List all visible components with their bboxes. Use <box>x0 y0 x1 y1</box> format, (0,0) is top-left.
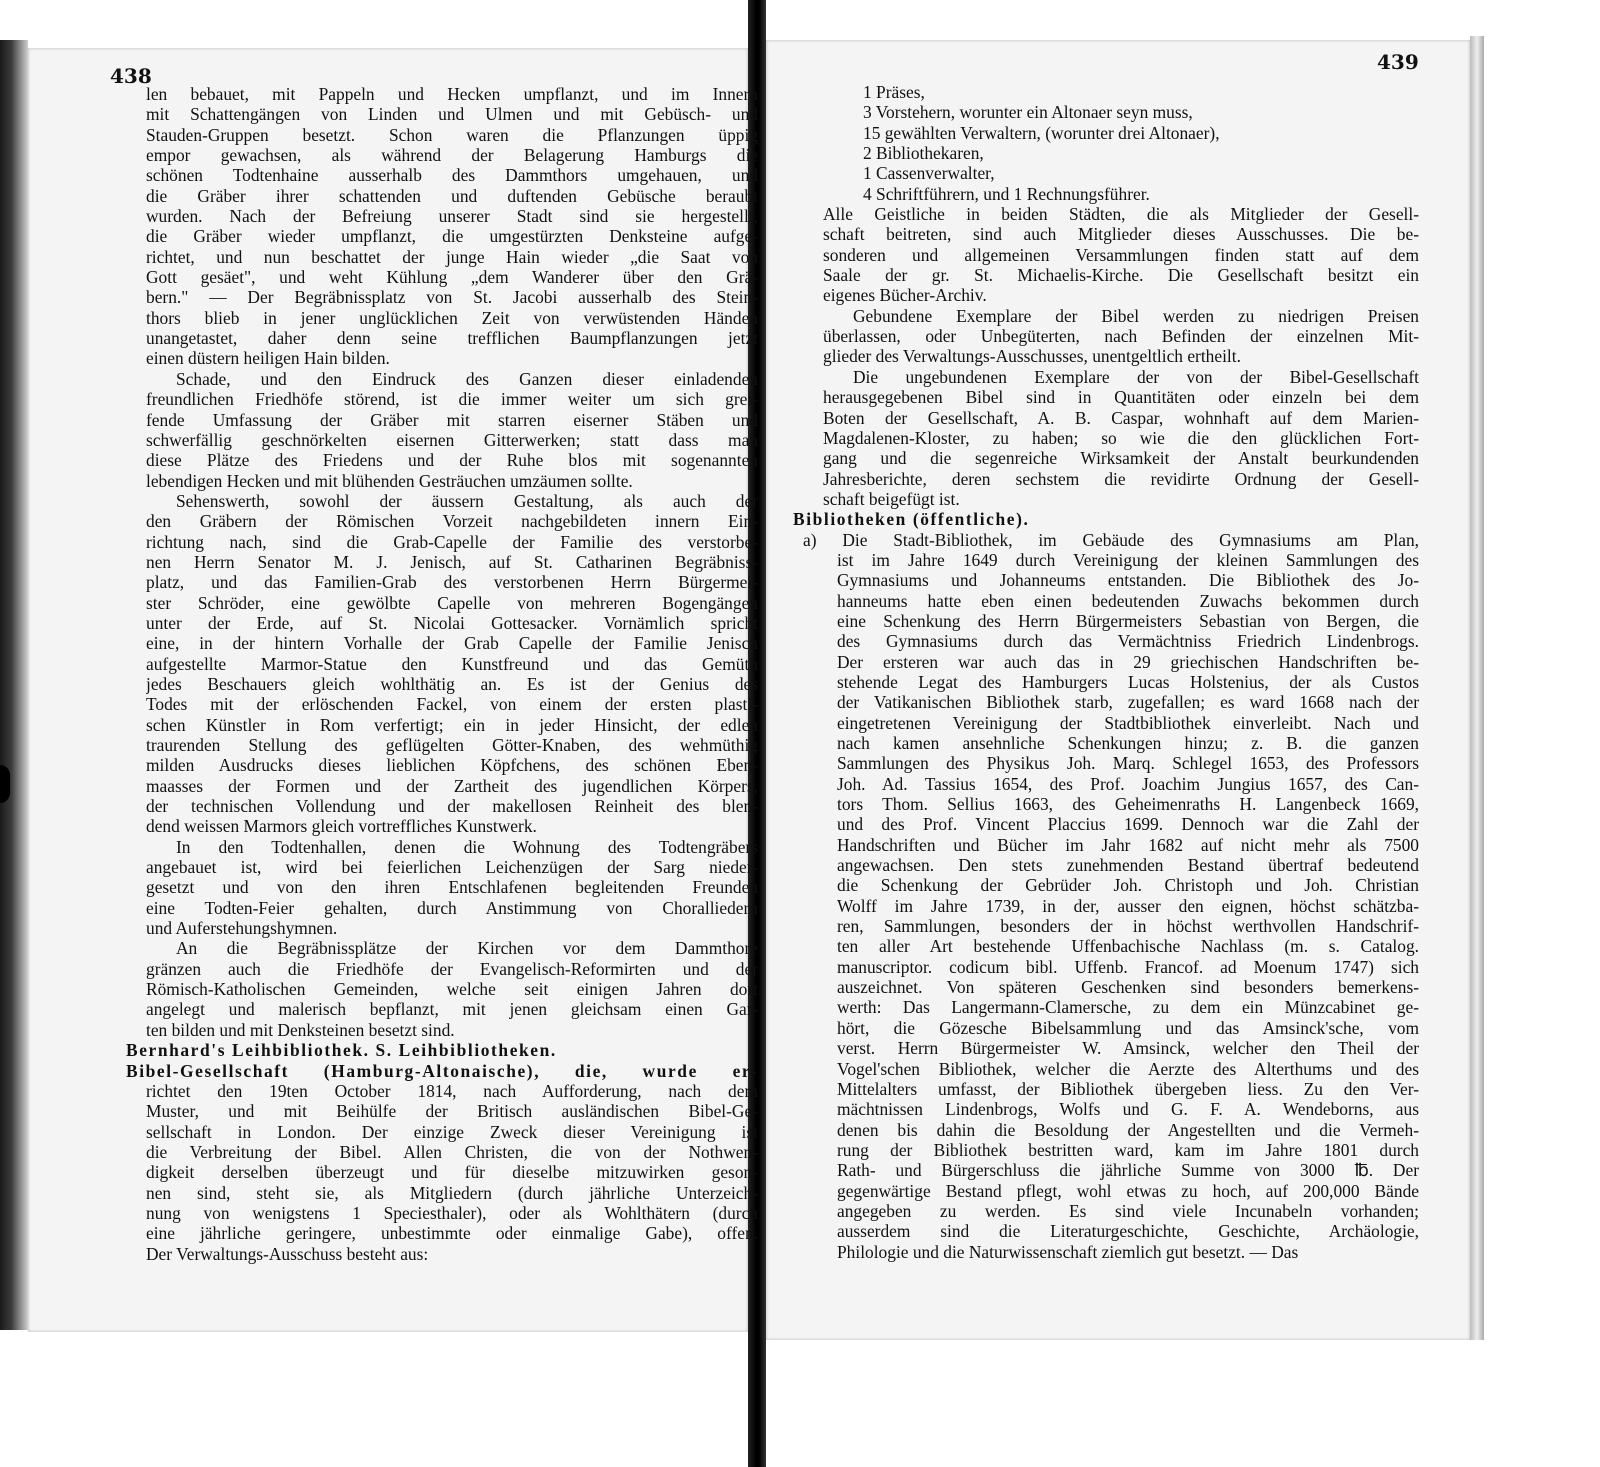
text-line: fende Umfassung der Gräber mit starren eiserner Stäben und <box>146 409 758 430</box>
left-page-number: 438 <box>110 64 152 88</box>
text-line: Römisch-Katholischen Gemeinden, welche seit einigen Jahren dort <box>146 979 758 1000</box>
text-line: des Gymnasiums durch das Vermächtniss Friedrich Lindenbrogs. <box>837 631 1419 652</box>
text-line: Die ungebundenen Exemplare der von der Bibel-Gesellschaft <box>853 366 1419 387</box>
text-line: wurden. Nach der Befreiung unserer Stadt sind sie hergestellt, <box>146 206 758 227</box>
text-line: Muster, und mit Beihülfe der Britisch ausländischen Bibel-Ge- <box>146 1101 758 1122</box>
text-line: Der Verwaltungs-Ausschuss besteht aus: <box>146 1243 429 1264</box>
text-line: Bernhard's Leihbibliothek. S. Leihbibliotheken. <box>126 1040 557 1061</box>
text-line: Todes mit der erlöschenden Fackel, von einem der ersten plasti- <box>146 694 758 715</box>
text-line: der Vatikanischen Bibliothek starb, zugefallen; es ward 1668 nach der <box>837 692 1419 713</box>
text-line: thors blieb in jener unglücklichen Zeit von verwüstenden Händen <box>146 307 758 328</box>
left-edge-mark <box>0 765 10 803</box>
text-line: gang und die segenreiche Wirksamkeit der Anstalt beurkundenden <box>823 448 1419 469</box>
text-line: Bibliotheken (öffentliche). <box>793 509 1030 530</box>
text-line: lebendigen Hecken und mit blühenden Gesträuchen umzäumen sollte. <box>146 470 633 491</box>
text-line: und Auferstehungshymnen. <box>146 918 338 939</box>
text-line: Stauden-Gruppen besetzt. Schon waren die Pflanzungen üppig <box>146 124 758 145</box>
text-line: a) Die Stadt-Bibliothek, im Gebäude des Gymnasiums am Plan, <box>803 529 1419 550</box>
right-page-text <box>793 82 1419 1262</box>
text-line: angegeben zu werden. Es sind viele Incunabeln vorhanden; <box>837 1200 1419 1221</box>
text-line: verst. Herrn Bürgermeister W. Amsinck, welcher den Theil der <box>837 1038 1419 1059</box>
text-line: glieder des Verwaltungs-Ausschusses, unentgeltlich ertheilt. <box>823 346 1241 367</box>
text-line: den Gräbern der Römischen Vorzeit nachgebildeten innern Ein- <box>146 511 758 532</box>
text-line: empor gewachsen, als während der Belagerung Hamburgs die <box>146 145 758 166</box>
text-line: An die Begräbnissplätze der Kirchen vor dem Dammthore <box>176 938 758 959</box>
text-line: mit Schattengängen von Linden und Ulmen und mit Gebüsch- und <box>146 104 758 125</box>
text-line: Der ersteren war auch das in 29 griechischen Handschriften be- <box>837 651 1419 672</box>
text-line: angewachsen. Den stets zunehmenden Bestand übertraf bedeutend <box>837 855 1419 876</box>
text-line: denen bis dahin die Besoldung der Angestellten und die Vermeh- <box>837 1119 1419 1140</box>
text-line: schen Künstler in Rom verfertigt; ein in jeder Hinsicht, der edlen <box>146 714 758 735</box>
text-line: herausgegebenen Bibel sind in Quantitäten oder einzeln bei dem <box>823 387 1419 408</box>
text-line: der technischen Vollendung und der makellosen Reinheit des blen- <box>146 796 758 817</box>
text-line: unter der Erde, auf St. Nicolai Gottesacker. Vornämlich spricht <box>146 612 758 633</box>
text-line: Philologie und die Naturwissenschaft ziemlich gut besetzt. — Das <box>837 1241 1299 1262</box>
text-line: die Gräber wieder umpflanzt, die umgestürzten Denksteine aufge- <box>146 226 758 247</box>
text-line: maasses der Formen und der Zartheit des jugendlichen Körpers, <box>146 775 758 796</box>
text-line: Gebundene Exemplare der Bibel werden zu niedrigen Preisen <box>853 305 1419 326</box>
text-line: Boten der Gesellschaft, A. B. Caspar, wohnhaft auf dem Marien- <box>823 407 1419 428</box>
text-line: eigenes Bücher-Archiv. <box>823 285 987 306</box>
text-line: nen sind, steht sie, als Mitgliedern (durch jährliche Unterzeich- <box>146 1182 758 1203</box>
left-book-edge <box>0 40 28 1330</box>
text-line: Rath- und Bürgerschluss die jährliche Summe von 3000 ℔. Der <box>837 1160 1419 1181</box>
text-line: mächtnissen Lindenbrogs, Wolfs und G. F. A. Wendeborns, aus <box>837 1099 1419 1120</box>
text-line: platz, und das Familien-Grab des verstorbenen Herrn Bürgermei- <box>146 572 758 593</box>
text-line: freundlichen Friedhöfe störend, ist die immer weiter um sich grei- <box>146 389 758 410</box>
text-line: ster Schröder, eine gewölbte Capelle von mehreren Bogengängen <box>146 592 758 613</box>
text-line: Schade, und den Eindruck des Ganzen dieser einladenden <box>176 368 758 389</box>
text-line: 1 Cassenverwalter, <box>863 163 995 184</box>
text-line: milden Ausdrucks dieses lieblichen Köpfchens, des schönen Eben- <box>146 755 758 776</box>
text-line: schaft beitreten, sind auch Mitglieder dieses Ausschusses. Die be- <box>823 224 1419 245</box>
text-line: 2 Bibliothekaren, <box>863 143 984 164</box>
text-line: bern." — Der Begräbnissplatz von St. Jacobi ausserhalb des Stein- <box>146 287 758 308</box>
text-line: Handschriften und Bücher im Jahr 1682 auf nicht mehr als 7500 <box>837 834 1419 855</box>
text-line: Magdalenen-Kloster, zu haben; so wie die den glücklichen Fort- <box>823 427 1419 448</box>
text-line: sonderen und allgemeinen Versammlungen finden statt auf dem <box>823 244 1419 265</box>
text-line: die Verbreitung der Bibel. Allen Christen, die von der Nothwen- <box>146 1141 758 1162</box>
text-line: 4 Schriftführern, und 1 Rechnungsführer. <box>863 183 1150 204</box>
text-line: Wolff im Jahre 1739, in der, ausser den eignen, höchst schätzba- <box>837 895 1419 916</box>
text-line: eine Todten-Feier gehalten, durch Anstimmung von Choralliedern <box>146 897 758 918</box>
text-line: nung von wenigstens 1 Speciesthaler), oder als Wohlthätern (durch <box>146 1202 758 1223</box>
text-line: eine jährliche geringere, unbestimmte oder einmalige Gabe), offen. <box>146 1223 758 1244</box>
text-line: gesetzt und von den ihren Entschlafenen begleitenden Freunden <box>146 877 758 898</box>
text-line: ren, Sammlungen, besonders der in höchst werthvollen Handschrif- <box>837 916 1419 937</box>
text-line: Alle Geistliche in beiden Städten, die als Mitglieder der Gesell- <box>823 204 1419 225</box>
text-line: die Gräber ihrer schattenden und duftenden Gebüsche beraubt <box>146 185 758 206</box>
text-line: richtet, und nun beschattet der junge Hain wieder „die Saat von <box>146 246 758 267</box>
text-line: Mittelalters umfasst, der Bibliothek übergeben liess. Zu den Ver- <box>837 1078 1419 1099</box>
text-line: Sammlungen des Physikus Joh. Marq. Schlegel 1653, des Professors <box>837 753 1419 774</box>
text-line: eine Schenkung des Herrn Bürgermeisters Sebastian von Bergen, die <box>837 610 1419 631</box>
text-line: ausserdem sind die Literaturgeschichte, Geschichte, Archäologie, <box>837 1221 1419 1242</box>
left-page-text <box>126 84 758 1264</box>
text-line: manuscriptor. codicum bibl. Uffenb. Francof. ad Moenum 1747) sich <box>837 956 1419 977</box>
text-line: Vogel'schen Bibliothek, welcher die Aerzte des Alterthums und des <box>837 1058 1419 1079</box>
text-line: gränzen auch die Friedhöfe der Evangelisch-Reformirten und der <box>146 958 758 979</box>
text-line: aufgestellte Marmor-Statue den Kunstfreund und das Gemüth <box>146 653 758 674</box>
text-line: eine, in der hintern Vorhalle der Grab Capelle der Familie Jenisch <box>146 633 758 654</box>
text-line: angelegt und malerisch bepflanzt, mit jenen gleichsam einen Gar- <box>146 999 758 1020</box>
text-line: überlassen, oder Unbegüterten, nach Befinden der einzelnen Mit- <box>823 326 1419 347</box>
text-line: hört, die Gözesche Bibelsammlung und das Amsinck'sche, vom <box>837 1017 1419 1038</box>
text-line: eingetretenen Vereinigung der Stadtbibliothek einverleibt. Nach und <box>837 712 1419 733</box>
text-line: dend weissen Marmors gleich vortreffliches Kunstwerk. <box>146 816 537 837</box>
text-line: Joh. Ad. Tassius 1654, des Prof. Joachim Jungius 1657, des Can- <box>837 773 1419 794</box>
text-line: angebauet ist, wird bei feierlichen Leichenzügen der Sarg nieder- <box>146 857 758 878</box>
text-line: die Schenkung der Gebrüder Joh. Christoph und Joh. Christian <box>837 875 1419 896</box>
text-line: jedes Beschauers gleich wohlthätig an. Es ist der Genius des <box>146 673 758 694</box>
text-line: sellschaft in London. Der einzige Zweck dieser Vereinigung ist <box>146 1121 758 1142</box>
text-line: nen Herrn Senator M. J. Jenisch, auf St. Catharinen Begräbniss- <box>146 551 758 572</box>
text-line: traurenden Stellung des geflügelten Götter-Knaben, des wehmüthig <box>146 735 758 755</box>
text-line: nach kamen ansehnliche Schenkungen hinzu; z. B. die ganzen <box>837 733 1419 753</box>
text-line: ten aller Art bestehende Uffenbachische Nachlass (m. s. Catalog. <box>837 936 1419 957</box>
text-line: rung der Bibliothek bestritten ward, kam im Jahre 1801 durch <box>837 1139 1419 1160</box>
text-line: Gymnasiums und Johanneums entstanden. Die Bibliothek des Jo- <box>837 570 1419 591</box>
text-line: Saale der gr. St. Michaelis-Kirche. Die Gesellschaft besitzt ein <box>823 265 1419 286</box>
text-line: hanneums hatte eben einen bedeutenden Zuwachs bekommen durch <box>837 590 1419 611</box>
text-line: len bebauet, mit Pappeln und Hecken umpflanzt, und im Innern <box>146 84 758 104</box>
text-line: schaft beigefügt ist. <box>823 488 960 509</box>
text-line: ist im Jahre 1649 durch Vereinigung der kleinen Sammlungen des <box>837 549 1419 570</box>
text-line: In den Todtenhallen, denen die Wohnung des Todtengräbers <box>176 836 758 857</box>
right-page-number: 439 <box>1377 50 1419 74</box>
text-line: 3 Vorstehern, worunter ein Altonaer seyn muss, <box>863 102 1193 123</box>
text-line: schönen Todtenhaine ausserhalb des Dammthors umgehauen, und <box>146 165 758 186</box>
text-line: Jahresberichte, deren sechstem die revidirte Ordnung der Gesell- <box>823 468 1419 489</box>
text-line: digkeit derselben überzeugt und für dieselbe mitzuwirken geson- <box>146 1162 758 1183</box>
text-line: gegenwärtige Bestand pflegt, wohl etwas zu hoch, auf 200,000 Bände <box>837 1180 1419 1201</box>
text-line: diese Plätze des Friedens und der Ruhe blos mit sogenannten <box>146 450 758 471</box>
text-line: schwerfällig geschnörkelten eisernen Gitterwerken; statt dass man <box>146 429 758 450</box>
text-line: unangetastet, daher denn seine trefflichen Baumpflanzungen jetzt <box>146 328 758 349</box>
text-line: ten bilden und mit Denksteinen besetzt sind. <box>146 1019 455 1040</box>
right-book-edge <box>1470 36 1484 1340</box>
text-line: 1 Präses, <box>863 82 925 102</box>
text-line: 15 gewählten Verwaltern, (worunter drei Altonaer), <box>863 122 1220 143</box>
text-line: richtet den 19ten October 1814, nach Aufforderung, nach dem <box>146 1080 758 1101</box>
text-line: auszeichnet. Von späteren Geschenken sind besonders bemerkens- <box>837 977 1419 998</box>
text-line: einen düstern heiligen Hain bilden. <box>146 348 390 369</box>
text-line: richtung nach, sind die Grab-Capelle der Familie des verstorbe- <box>146 531 758 552</box>
text-line: tors Thom. Sellius 1663, des Geheimenraths H. Langenbeck 1669, <box>837 794 1419 815</box>
text-line: Bibel-Gesellschaft (Hamburg-Altonaische), die, wurde er- <box>126 1060 758 1081</box>
text-line: Sehenswerth, sowohl der äussern Gestaltung, als auch der <box>176 490 758 511</box>
text-line: und des Prof. Vincent Placcius 1699. Dennoch war die Zahl der <box>837 814 1419 835</box>
text-line: Gott gesäet", und weht Kühlung „dem Wanderer über den Grä- <box>146 267 758 288</box>
text-line: werth: Das Langermann-Clamersche, zu dem ein Münzcabinet ge- <box>837 997 1419 1018</box>
text-line: stehende Legat des Hamburgers Lucas Holstenius, der als Custos <box>837 671 1419 692</box>
